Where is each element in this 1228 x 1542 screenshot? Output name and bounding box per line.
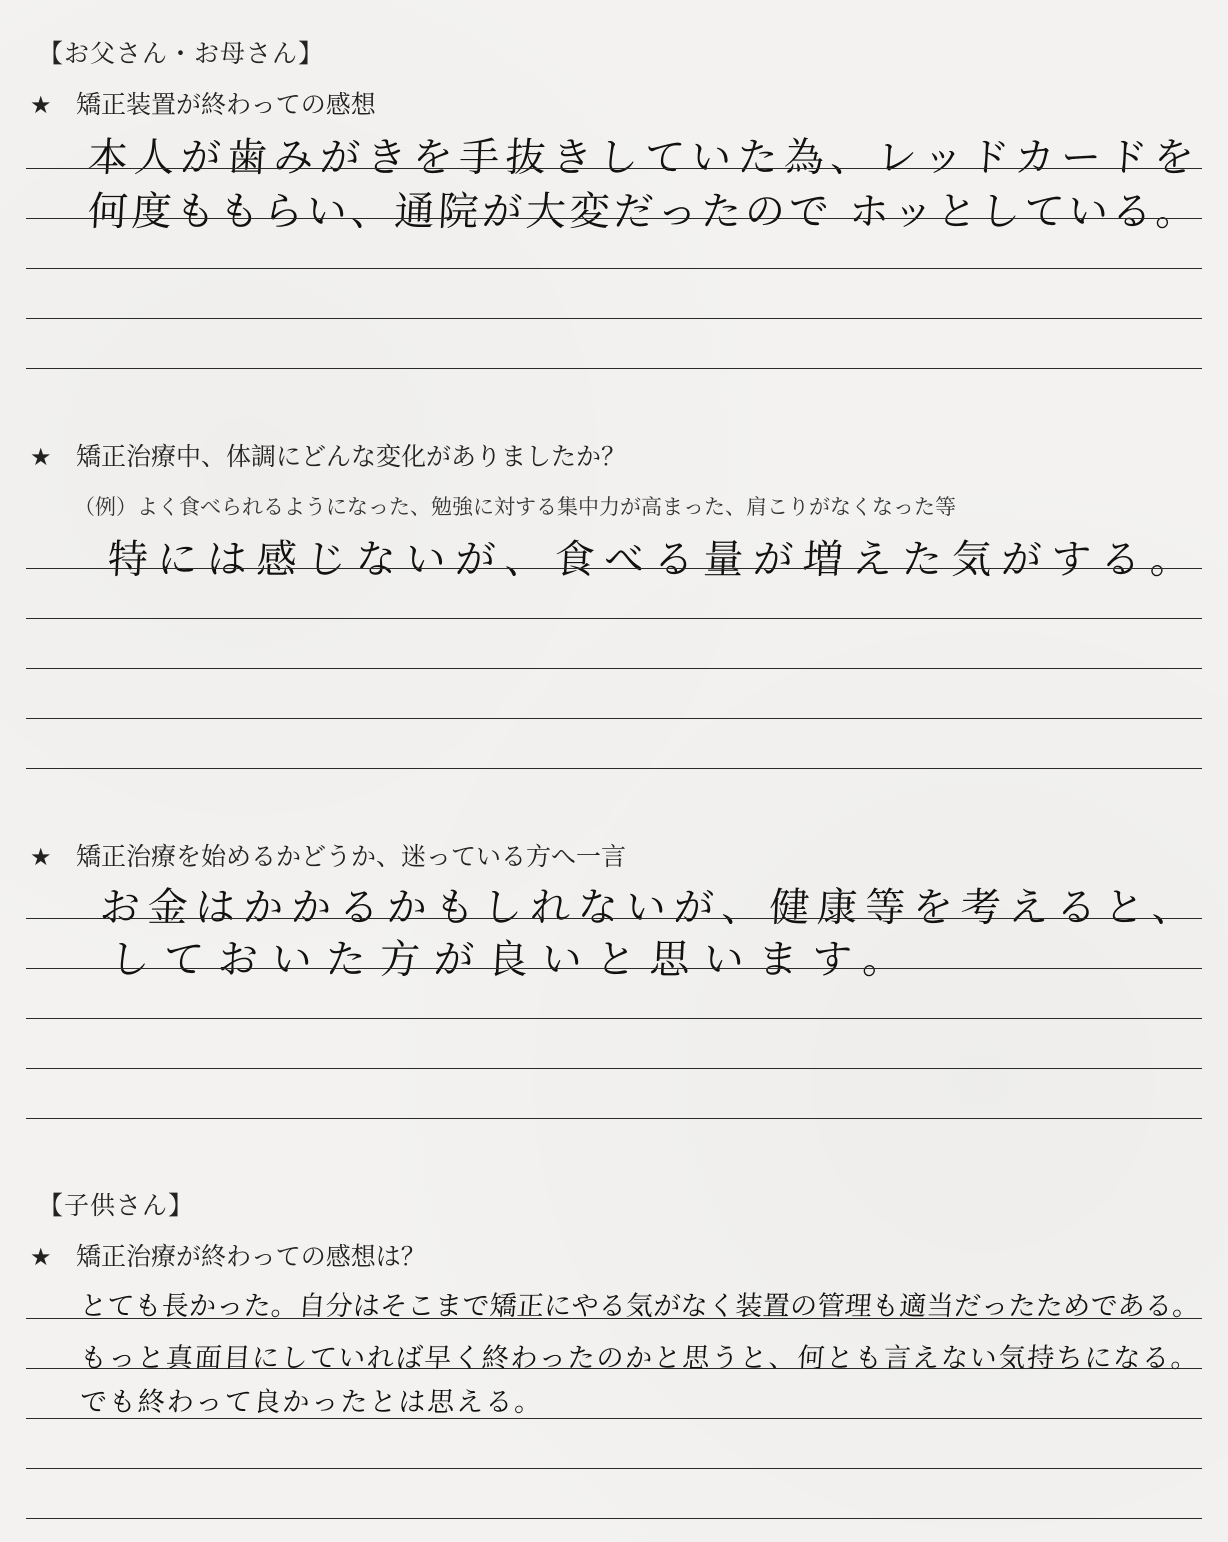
ruled-line [26,618,1202,619]
answer-line: とても長かった。自分はそこまで矯正にやる気がなく装置の管理も適当だったためである。 [78,1291,1201,1322]
ruled-line [26,1118,1202,1119]
ruled-line [26,918,1202,919]
ruled-line [26,768,1202,769]
star-icon: ★ [30,843,52,871]
answer-line: 特には感じないが、食べる量が増えた気がする。 [106,537,1202,583]
question-text: 矯正治療中、体調にどんな変化がありましたか？ [76,442,627,471]
ruled-line [26,1018,1202,1019]
question-text: 矯正装置が終わっての感想 [76,90,376,119]
question-parents-impression [30,85,376,121]
question-child-impression [30,1237,426,1273]
ruled-line [26,1318,1202,1319]
question-advice [30,837,626,873]
ruled-line [26,1518,1202,1519]
parents-section-heading: 【お父さん・お母さん】 [38,39,325,68]
ruled-line [26,718,1202,719]
ruled-line [26,968,1202,969]
ruled-line [26,668,1202,669]
child-section-heading: 【子供さん】 [38,1191,195,1220]
ruled-line [26,268,1202,269]
answer-line: もっと真面目にしていれば早く終わったのかと思うと、何とも言えない気持ちになる。 [78,1343,1201,1374]
star-icon: ★ [30,91,52,119]
answer-line: しておいた方が良いと思います。 [108,937,918,983]
answer-line: 何度ももらい、通院が大変だったので ホッとしている。 [86,189,1201,235]
ruled-line [26,1418,1202,1419]
star-icon: ★ [30,1243,52,1271]
answer-line: でも終わって良かったとは思える。 [78,1387,545,1418]
ruled-line [26,568,1202,569]
ruled-line [26,368,1202,369]
question-text: 矯正治療が終わっての感想は？ [76,1242,426,1271]
ruled-line [26,318,1202,319]
ruled-line [26,168,1202,169]
star-icon: ★ [30,443,52,471]
ruled-line [26,218,1202,219]
question-text: 矯正治療を始めるかどうか、迷っている方へ一言 [76,842,627,871]
question-health-change [30,437,626,473]
answer-line: 本人が歯みがきを手抜きしていた為、レッドカードを [86,135,1202,181]
ruled-line [26,1068,1202,1069]
ruled-line [26,1368,1202,1369]
ruled-line [26,1468,1202,1469]
example-text: （例）よく食べられるようになった、勉強に対する集中力が高まった、肩こりがなくなった等 [74,495,956,519]
answer-line: お金はかかるかもしれないが、健康等を考えると、 [98,885,1202,931]
